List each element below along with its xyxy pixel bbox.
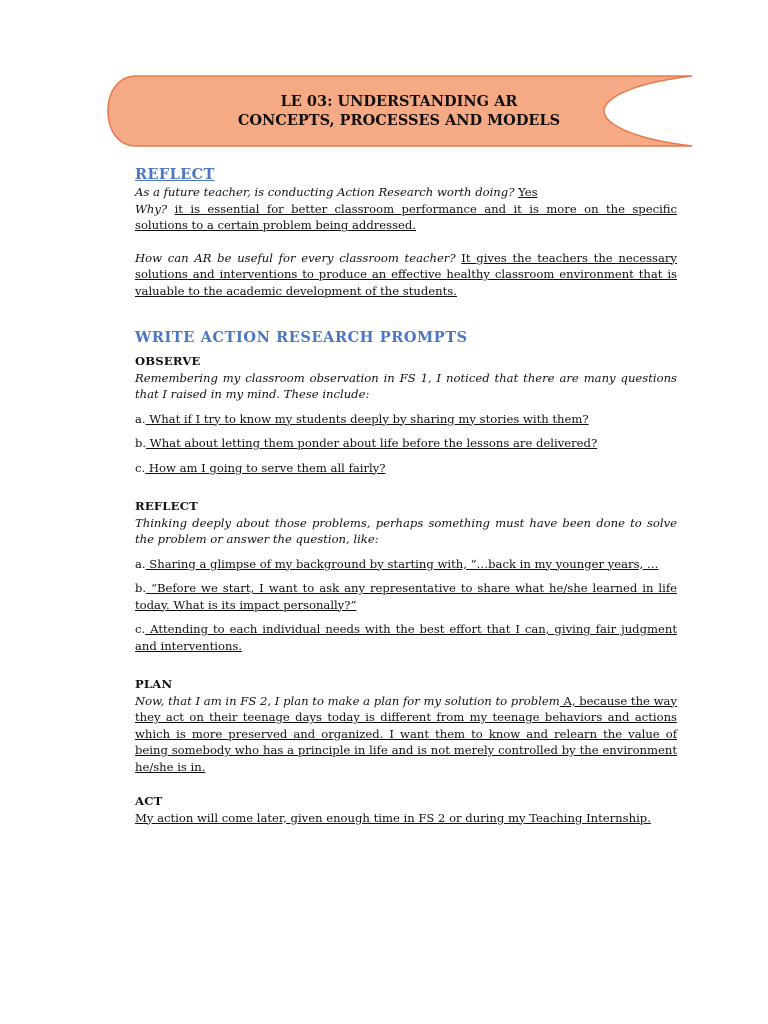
prompts-heading: WRITE ACTION RESEARCH PROMPTS — [135, 329, 468, 346]
item-text: “Before we start, I want to ask any representative to share what he/she learned in life today. What is its impact personally?” — [135, 581, 677, 612]
reflect-item-a — [135, 556, 677, 573]
title-banner — [106, 74, 692, 148]
banner-title-line2: CONCEPTS, PROCESSES AND MODELS — [237, 112, 561, 129]
item-marker: a. — [135, 556, 146, 571]
observe-label: OBSERVE — [135, 354, 201, 368]
question-text: As a future teacher, is conducting Action Research worth doing? — [135, 185, 515, 199]
observe-intro-text: Remembering my classroom observation in FS 1, I noticed that there are many questions that I raised in my mind. These include: — [135, 370, 677, 401]
item-text: Sharing a glimpse of my background by starting with, “…back in my younger years, … — [145, 556, 659, 571]
item-marker: a. — [135, 411, 146, 426]
reflect-item-b — [135, 580, 677, 613]
observe-item-c — [135, 460, 677, 477]
usefulness-answer: It gives the teachers the necessary solutions and interventions to produce an effective healthy classroom environment that is valuable to the academic development of the students. — [135, 250, 677, 298]
item-marker: c. — [135, 622, 146, 636]
answer-text: Yes — [518, 185, 538, 199]
plan-paragraph — [135, 693, 677, 776]
document-body — [135, 166, 677, 826]
item-text: How am I going to serve them all fairly? — [145, 460, 386, 475]
banner-title-line1: LE 03: UNDERSTANDING AR — [280, 93, 518, 110]
reflect-label: REFLECT — [135, 499, 198, 513]
observe-intro — [135, 370, 677, 403]
why-paragraph — [135, 201, 677, 234]
item-text: Attending to each individual needs with the best effort that I can, giving fair judgment and interventions. — [135, 622, 677, 653]
plan-intro: Now, that I am in FS 2, I plan to make a plan for my solution to problem — [135, 693, 560, 708]
act-paragraph — [135, 810, 677, 827]
item-text: What about letting them ponder about life before the lessons are delivered? — [146, 436, 598, 450]
item-marker: b. — [135, 436, 147, 450]
observe-item-b — [135, 435, 677, 452]
reflect-intro — [135, 515, 677, 548]
why-label: Why? — [135, 201, 168, 216]
usefulness-question: How can AR be useful for every classroom teacher? — [135, 250, 456, 265]
reflect-item-c — [135, 621, 677, 654]
item-text: What if I try to know my students deeply by sharing my stories with them? — [145, 411, 589, 426]
banner-title — [106, 92, 692, 130]
act-label: ACT — [135, 794, 163, 808]
item-marker: c. — [135, 460, 146, 475]
reflect-intro-text: Thinking deeply about those problems, perhaps something must have been done to solve the problem or answer the question, like: — [135, 515, 677, 546]
plan-answer: A, because the way they act on their teenage days today is different from my teenage behaviors and actions which is more preserved and organized. I want them to know and relearn the value of being somebody who has a principle in life and is not merely controlled by the environment he/she is in. — [135, 693, 677, 774]
item-marker: b. — [135, 581, 147, 595]
reflect-heading: REFLECT — [135, 166, 215, 183]
observe-item-a — [135, 411, 677, 428]
plan-label: PLAN — [135, 677, 173, 691]
future-teacher-question — [135, 184, 677, 201]
usefulness-paragraph — [135, 250, 677, 300]
act-text: My action will come later, given enough time in FS 2 or during my Teaching Internship. — [135, 810, 651, 825]
why-answer: it is essential for better classroom performance and it is more on the specific solutions to a certain problem being addressed. — [135, 201, 678, 232]
